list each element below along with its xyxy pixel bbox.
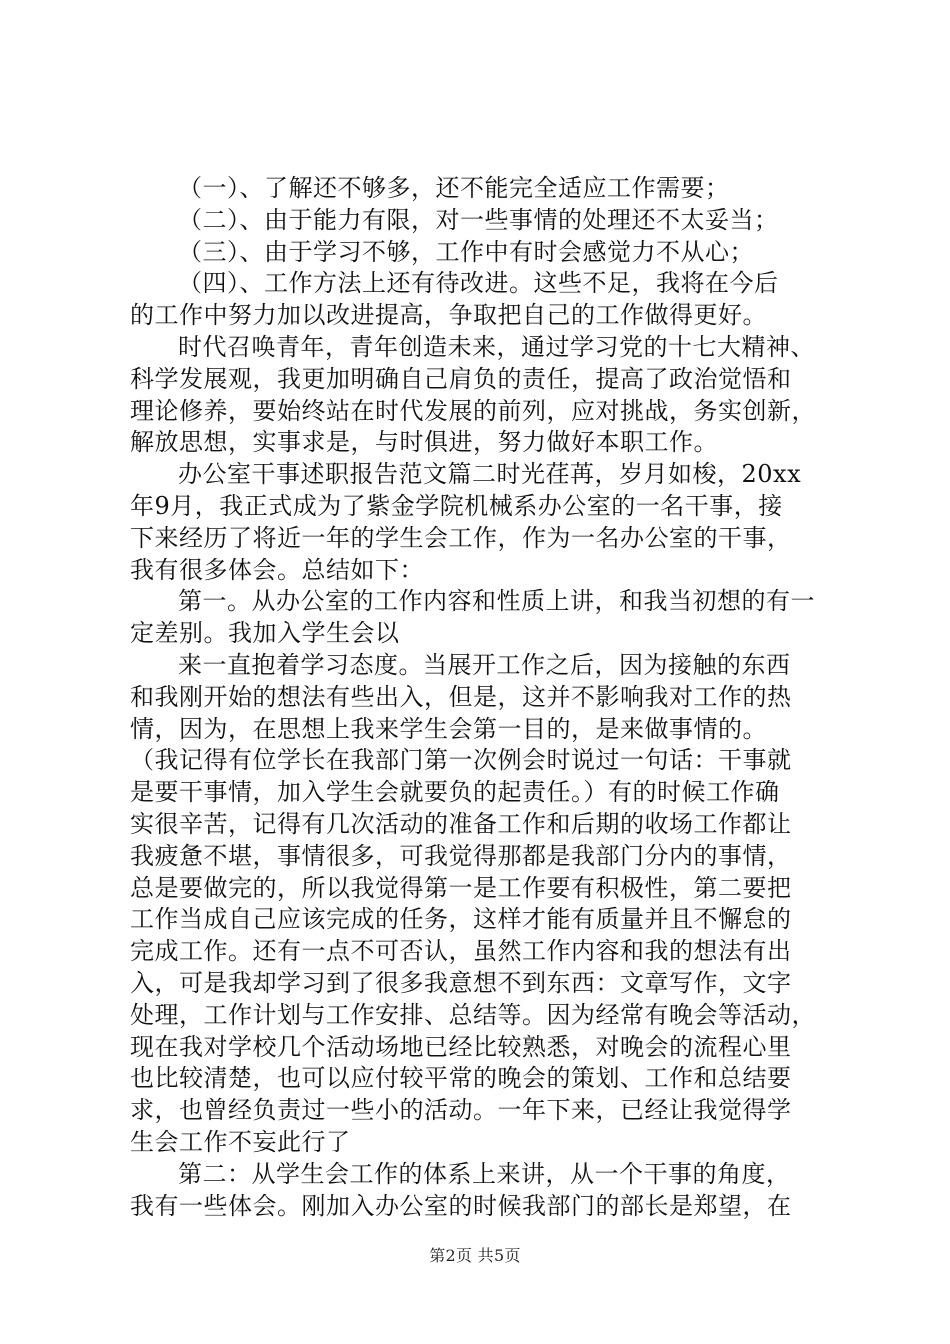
text-line: （我记得有位学长在我部门第一次例会时说过一句话：干事就 bbox=[130, 746, 792, 775]
text-line: 来一直抱着学习态度。当展开工作之后，因为接触的东西 bbox=[178, 650, 791, 679]
text-line: 完成工作。还有一点不可否认，虽然工作内容和我的想法有出 bbox=[130, 937, 792, 966]
text-line: 和我刚开始的想法有些出入，但是，这并不影响我对工作的热 bbox=[130, 682, 792, 711]
text-line: 工作当成自己应该完成的任务，这样才能有质量并且不懈怠的 bbox=[130, 905, 792, 934]
document-body bbox=[130, 173, 830, 1222]
text-line: 理论修养，要始终站在时代发展的前列，应对挑战，务实创新， bbox=[130, 396, 816, 425]
text-line: （二）、由于能力有限，对一些事情的处理还不太妥当； bbox=[178, 205, 779, 234]
text-line: 情，因为，在思想上我来学生会第一目的，是来做事情的。 bbox=[130, 714, 767, 743]
text-line: 实很辛苦，记得有几次活动的准备工作和后期的收场工作都让 bbox=[130, 809, 792, 838]
text-line: 的工作中努力加以改进提高，争取把自己的工作做得更好。 bbox=[130, 301, 767, 330]
text-line: 年9月，我正式成为了紫金学院机械系办公室的一名干事，接 bbox=[130, 491, 783, 520]
text-line: 入，可是我却学习到了很多我意想不到东西：文章写作，文字 bbox=[130, 968, 792, 997]
text-line: 我疲惫不堪，事情很多，可我觉得那都是我部门分内的事情， bbox=[130, 841, 792, 870]
text-line: （一）、了解还不够多，还不能完全适应工作需要； bbox=[178, 174, 730, 202]
text-line: 我有一些体会。刚加入办公室的时候我部门的部长是郑望，在 bbox=[130, 1191, 792, 1220]
page-footer: 第2页 共5页 bbox=[429, 1246, 521, 1265]
text-line: 解放思想，实事求是，与时俱进，努力做好本职工作。 bbox=[130, 428, 718, 457]
text-line: 也比较清楚，也可以应付较平常的晚会的策划、工作和总结要 bbox=[130, 1064, 792, 1093]
text-line: 定差别。我加入学生会以 bbox=[130, 619, 400, 648]
text-line: 处理，工作计划与工作安排、总结等。因为经常有晚会等活动， bbox=[130, 1000, 816, 1029]
text-line: 现在我对学校几个活动场地已经比较熟悉，对晚会的流程心里 bbox=[130, 1032, 792, 1061]
text-line: 办公室干事述职报告范文篇二时光荏苒，岁月如梭，20xx bbox=[178, 460, 802, 489]
text-line: 第一。从办公室的工作内容和性质上讲，和我当初想的有一 bbox=[178, 587, 815, 616]
text-line: 第二：从学生会工作的体系上来讲，从一个干事的角度， bbox=[178, 1159, 791, 1188]
text-line: 求，也曾经负责过一些小的活动。一年下来，已经让我觉得学 bbox=[130, 1096, 792, 1125]
text-line: 是要干事情，加入学生会就要负的起责任。）有的时候工作确 bbox=[130, 778, 780, 807]
text-line: 总是要做完的，所以我觉得第一是工作要有积极性，第二要把 bbox=[130, 873, 792, 902]
text-line: 生会工作不妄此行了 bbox=[130, 1127, 351, 1156]
text-line: 我有很多体会。总结如下： bbox=[130, 555, 424, 584]
text-line: 下来经历了将近一年的学生会工作，作为一名办公室的干事， bbox=[130, 523, 792, 552]
text-line: （四）、工作方法上还有待改进。这些不足，我将在今后 bbox=[178, 269, 779, 298]
text-line: （三）、由于学习不够，工作中有时会感觉力不从心； bbox=[178, 237, 754, 266]
text-line: 科学发展观，我更加明确自己肩负的责任，提高了政治觉悟和 bbox=[130, 364, 792, 393]
text-line: 时代召唤青年，青年创造未来，通过学习党的十七大精神、 bbox=[178, 332, 815, 361]
